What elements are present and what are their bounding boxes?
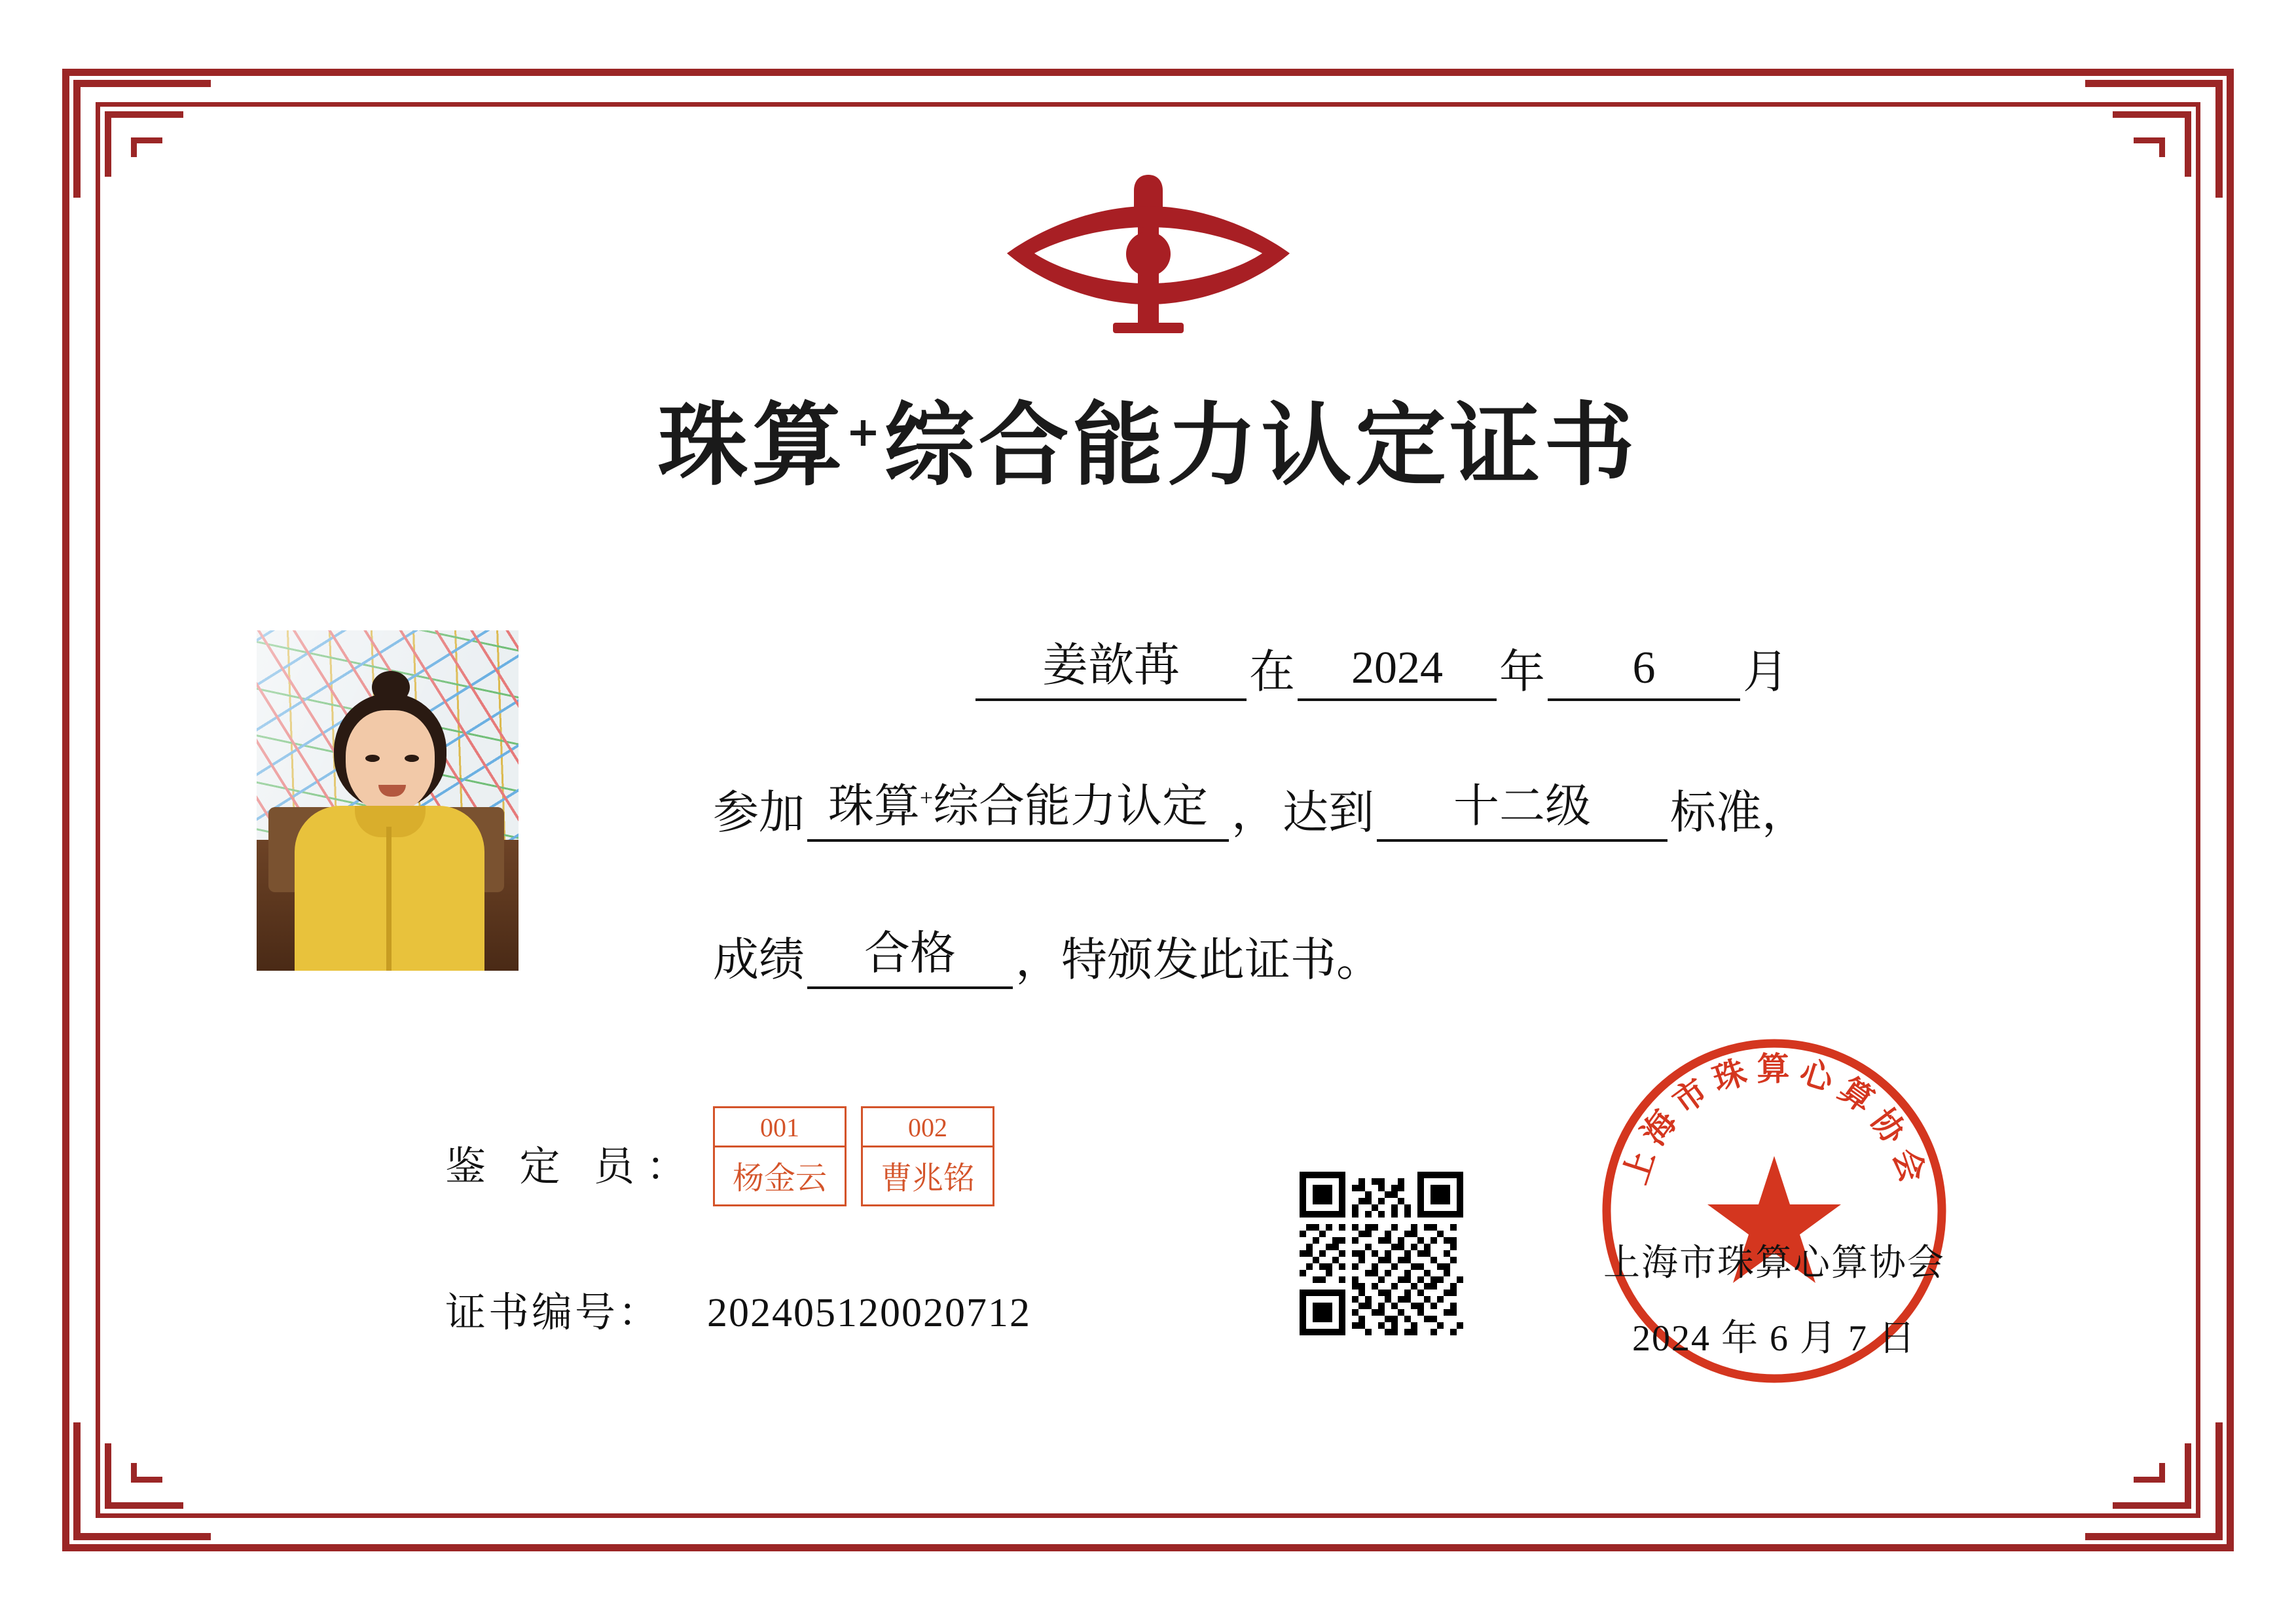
exam-name-superscript: + [919,784,934,811]
certificate-line-exam-level [710,769,1810,842]
examiner-stamp-2 [861,1106,994,1206]
photo-face [346,710,435,814]
label-at: 在 [1249,647,1295,698]
examiner-stamp-1-number: 001 [715,1108,845,1147]
score-value: 合格 [807,916,1013,989]
corner-ornament-top-right [2085,80,2223,198]
certificate-number-section [445,1280,1031,1338]
examiner-stamp-2-name: 曹兆铭 [881,1161,975,1196]
certificate-title [0,373,2296,503]
label-month-unit: 月 [1743,647,1789,698]
examiner-stamp-1 [713,1106,847,1206]
certificate-number-value: 202405120020712 [707,1291,1032,1335]
label-score: 成绩 [713,935,805,986]
label-comma: ， [1231,788,1277,839]
title-main: 珠算 [657,393,847,498]
exam-month: 6 [1548,642,1740,701]
abacus-association-emblem-icon [998,167,1299,337]
corner-ornament-top-left [73,80,211,198]
photo-eye-left [365,755,380,762]
label-join: 参加 [713,788,805,839]
student-photo [257,630,519,971]
examiner-label: 鉴 定 员： [445,1145,699,1189]
corner-ornament-bottom-left [73,1422,211,1540]
exam-year: 2024 [1298,642,1497,701]
label-reach: 达到 [1283,788,1374,839]
label-standard: 标准， [1670,788,1808,839]
certificate-line-score [710,916,1385,989]
exam-name [807,769,1229,842]
certificate-number-label: 证书编号： [445,1291,662,1335]
title-superscript: + [846,408,884,456]
exam-name-rest: 综合能力认定 [933,782,1209,832]
svg-text:上 海 市 珠 算 心 算 协 会: 上 海 市 珠 算 心 算 协 会 [1616,1050,1932,1189]
exam-name-main: 珠算 [828,782,920,832]
corner-ornament-bottom-right [2085,1422,2223,1540]
photo-eye-right [405,755,419,762]
recipient-name: 姜歆苒 [975,628,1247,701]
photo-coat-zipper [386,827,392,971]
title-rest: 综合能力认定证书 [884,393,1639,498]
certificate-line-name-date [975,628,1791,701]
label-year-unit: 年 [1499,647,1545,698]
achieved-level: 十二级 [1377,769,1667,842]
verification-qr-code[interactable] [1300,1172,1463,1335]
issuing-organization: 上海市珠算心算协会 [1603,1243,1945,1284]
examiner-section [445,1106,994,1206]
examiner-stamp-1-name: 杨金云 [733,1161,828,1196]
examiner-stamp-2-number: 002 [863,1108,993,1147]
label-score-tail: ，特颁发此证书。 [1015,935,1382,986]
issue-date: 2024 年 6 月 7 日 [1632,1318,1916,1359]
